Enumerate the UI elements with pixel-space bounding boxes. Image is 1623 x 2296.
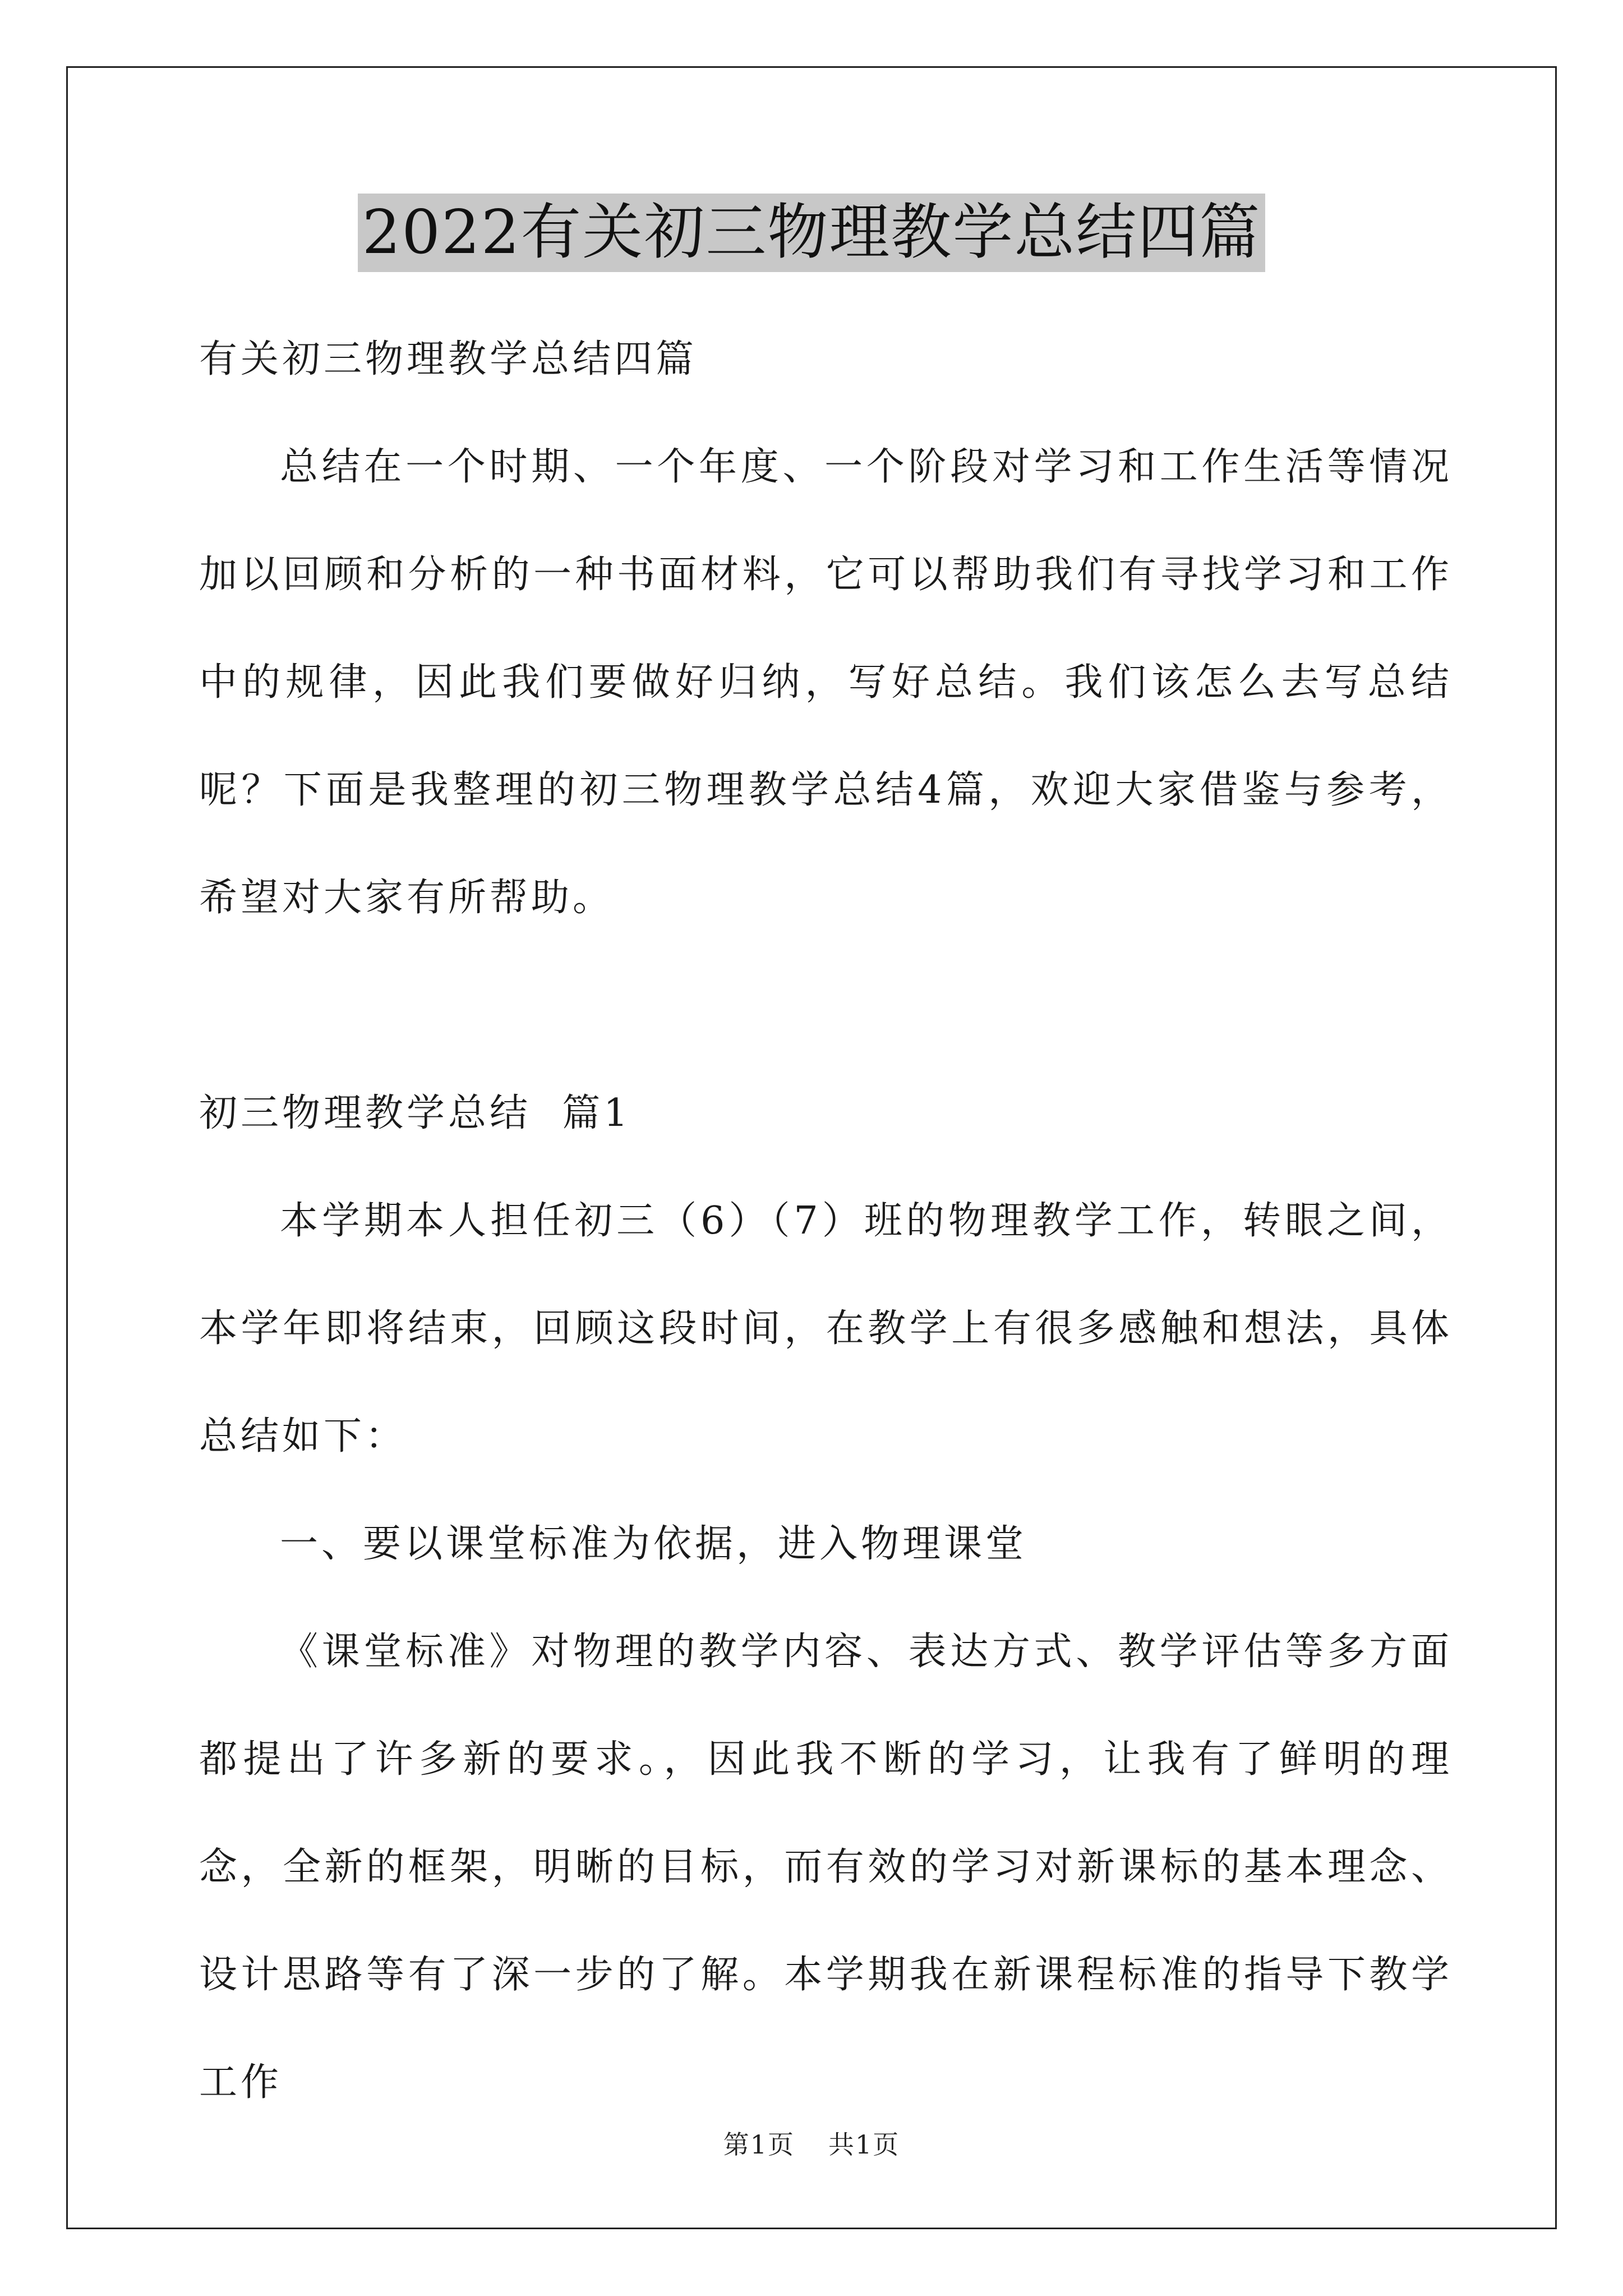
section-spacer xyxy=(199,952,1453,1060)
intro-paragraph: 总结在一个时期、一个年度、一个阶段对学习和工作生活等情况加以回顾和分析的一种书面材料，它可以帮助我们有寻找学习和工作中的规律，因此我们要做好归纳，写好总结。我们该怎么去写总结呢？下面是我整理的初三物理教学总结4篇，欢迎大家借鉴与参考，希望对大家有所帮助。 xyxy=(199,445,1453,920)
page-number-total: 共1页 xyxy=(828,2129,900,2160)
page-footer xyxy=(0,2124,1623,2161)
title-container xyxy=(0,194,1623,272)
page-number-current: 第1页 xyxy=(723,2129,795,2160)
document-body xyxy=(199,306,1453,2137)
section1-paragraph-1: 本学期本人担任初三（6）（7）班的物理教学工作，转眼之间，本学年即将结束，回顾这段时间，在教学上有很多感触和想法，具体总结如下： xyxy=(199,1199,1453,1458)
section1-subheading: 一、要以课堂标准为依据，进入物理课堂 xyxy=(280,1522,1027,1566)
document-title: 2022有关初三物理教学总结四篇 xyxy=(358,194,1266,272)
section1-heading: 初三物理教学总结 篇1 xyxy=(199,1091,631,1135)
document-subtitle: 有关初三物理教学总结四篇 xyxy=(199,337,698,381)
section1-paragraph-2: 《课堂标准》对物理的教学内容、表达方式、教学评估等多方面都提出了许多新的要求。，因此我不断的学习，让我有了鲜明的理念，全新的框架，明晰的目标，而有效的学习对新课标的基本理念、设计思路等有了深一步的了解。本学期我在新课程标准的指导下教学工作 xyxy=(199,1630,1453,2105)
